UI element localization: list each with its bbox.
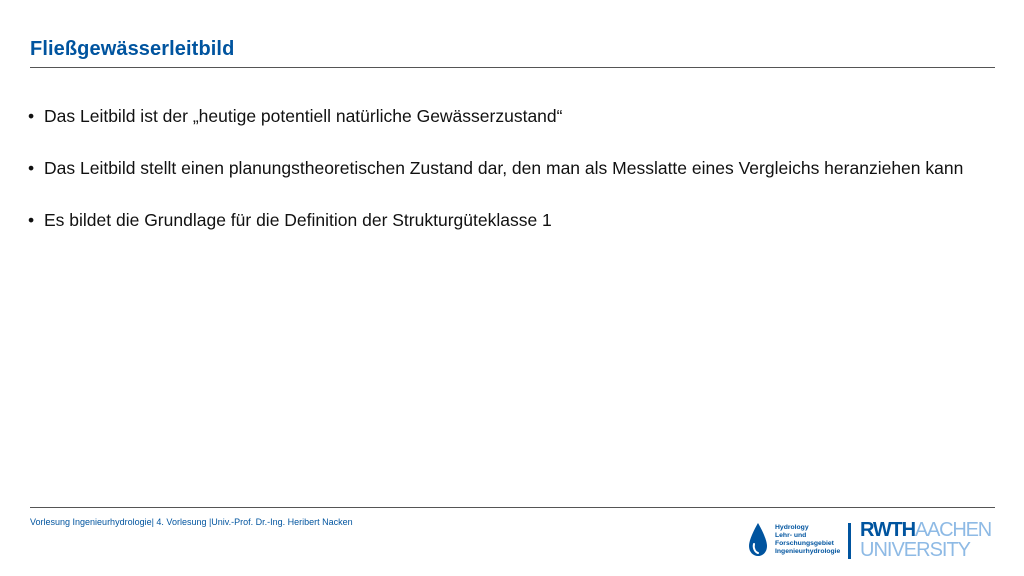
- rwth-logo-line1: RWTHAACHEN: [860, 519, 991, 541]
- bullet-item: [28, 208, 968, 232]
- hydrology-logo-text: Hydrology Lehr- und Forschungsgebiet Ingenieurhydrologie: [775, 524, 841, 555]
- logo-divider: [848, 523, 851, 559]
- bullet-item: [28, 156, 968, 180]
- bullet-list: [28, 104, 968, 260]
- bullet-text: Das Leitbild ist der „heutige potentiell natürliche Gewässerzustand“: [44, 106, 563, 126]
- footer-divider: [30, 507, 995, 508]
- hydrology-logo: [747, 520, 857, 562]
- bullet-item: [28, 104, 968, 128]
- title-divider: [30, 67, 995, 68]
- bullet-marker: •: [28, 158, 35, 178]
- rwth-logo: [860, 520, 996, 560]
- bullet-text: Es bildet die Grundlage für die Definition der Strukturgüteklasse 1: [44, 210, 552, 230]
- bullet-marker: •: [28, 106, 35, 126]
- rwth-logo-university: UNIVERSITY: [860, 539, 971, 561]
- water-drop-icon: [747, 522, 769, 558]
- footer-lecture-info: Vorlesung Ingenieurhydrologie| 4. Vorlesung |Univ.-Prof. Dr.-Ing. Heribert Nacken: [30, 517, 353, 527]
- bullet-text: Das Leitbild stellt einen planungstheoretischen Zustand dar, den man als Messlatte eines Vergleichs heranziehen kann: [44, 158, 964, 178]
- bullet-marker: •: [28, 210, 35, 230]
- slide-title: Fließgewässerleitbild: [30, 38, 235, 60]
